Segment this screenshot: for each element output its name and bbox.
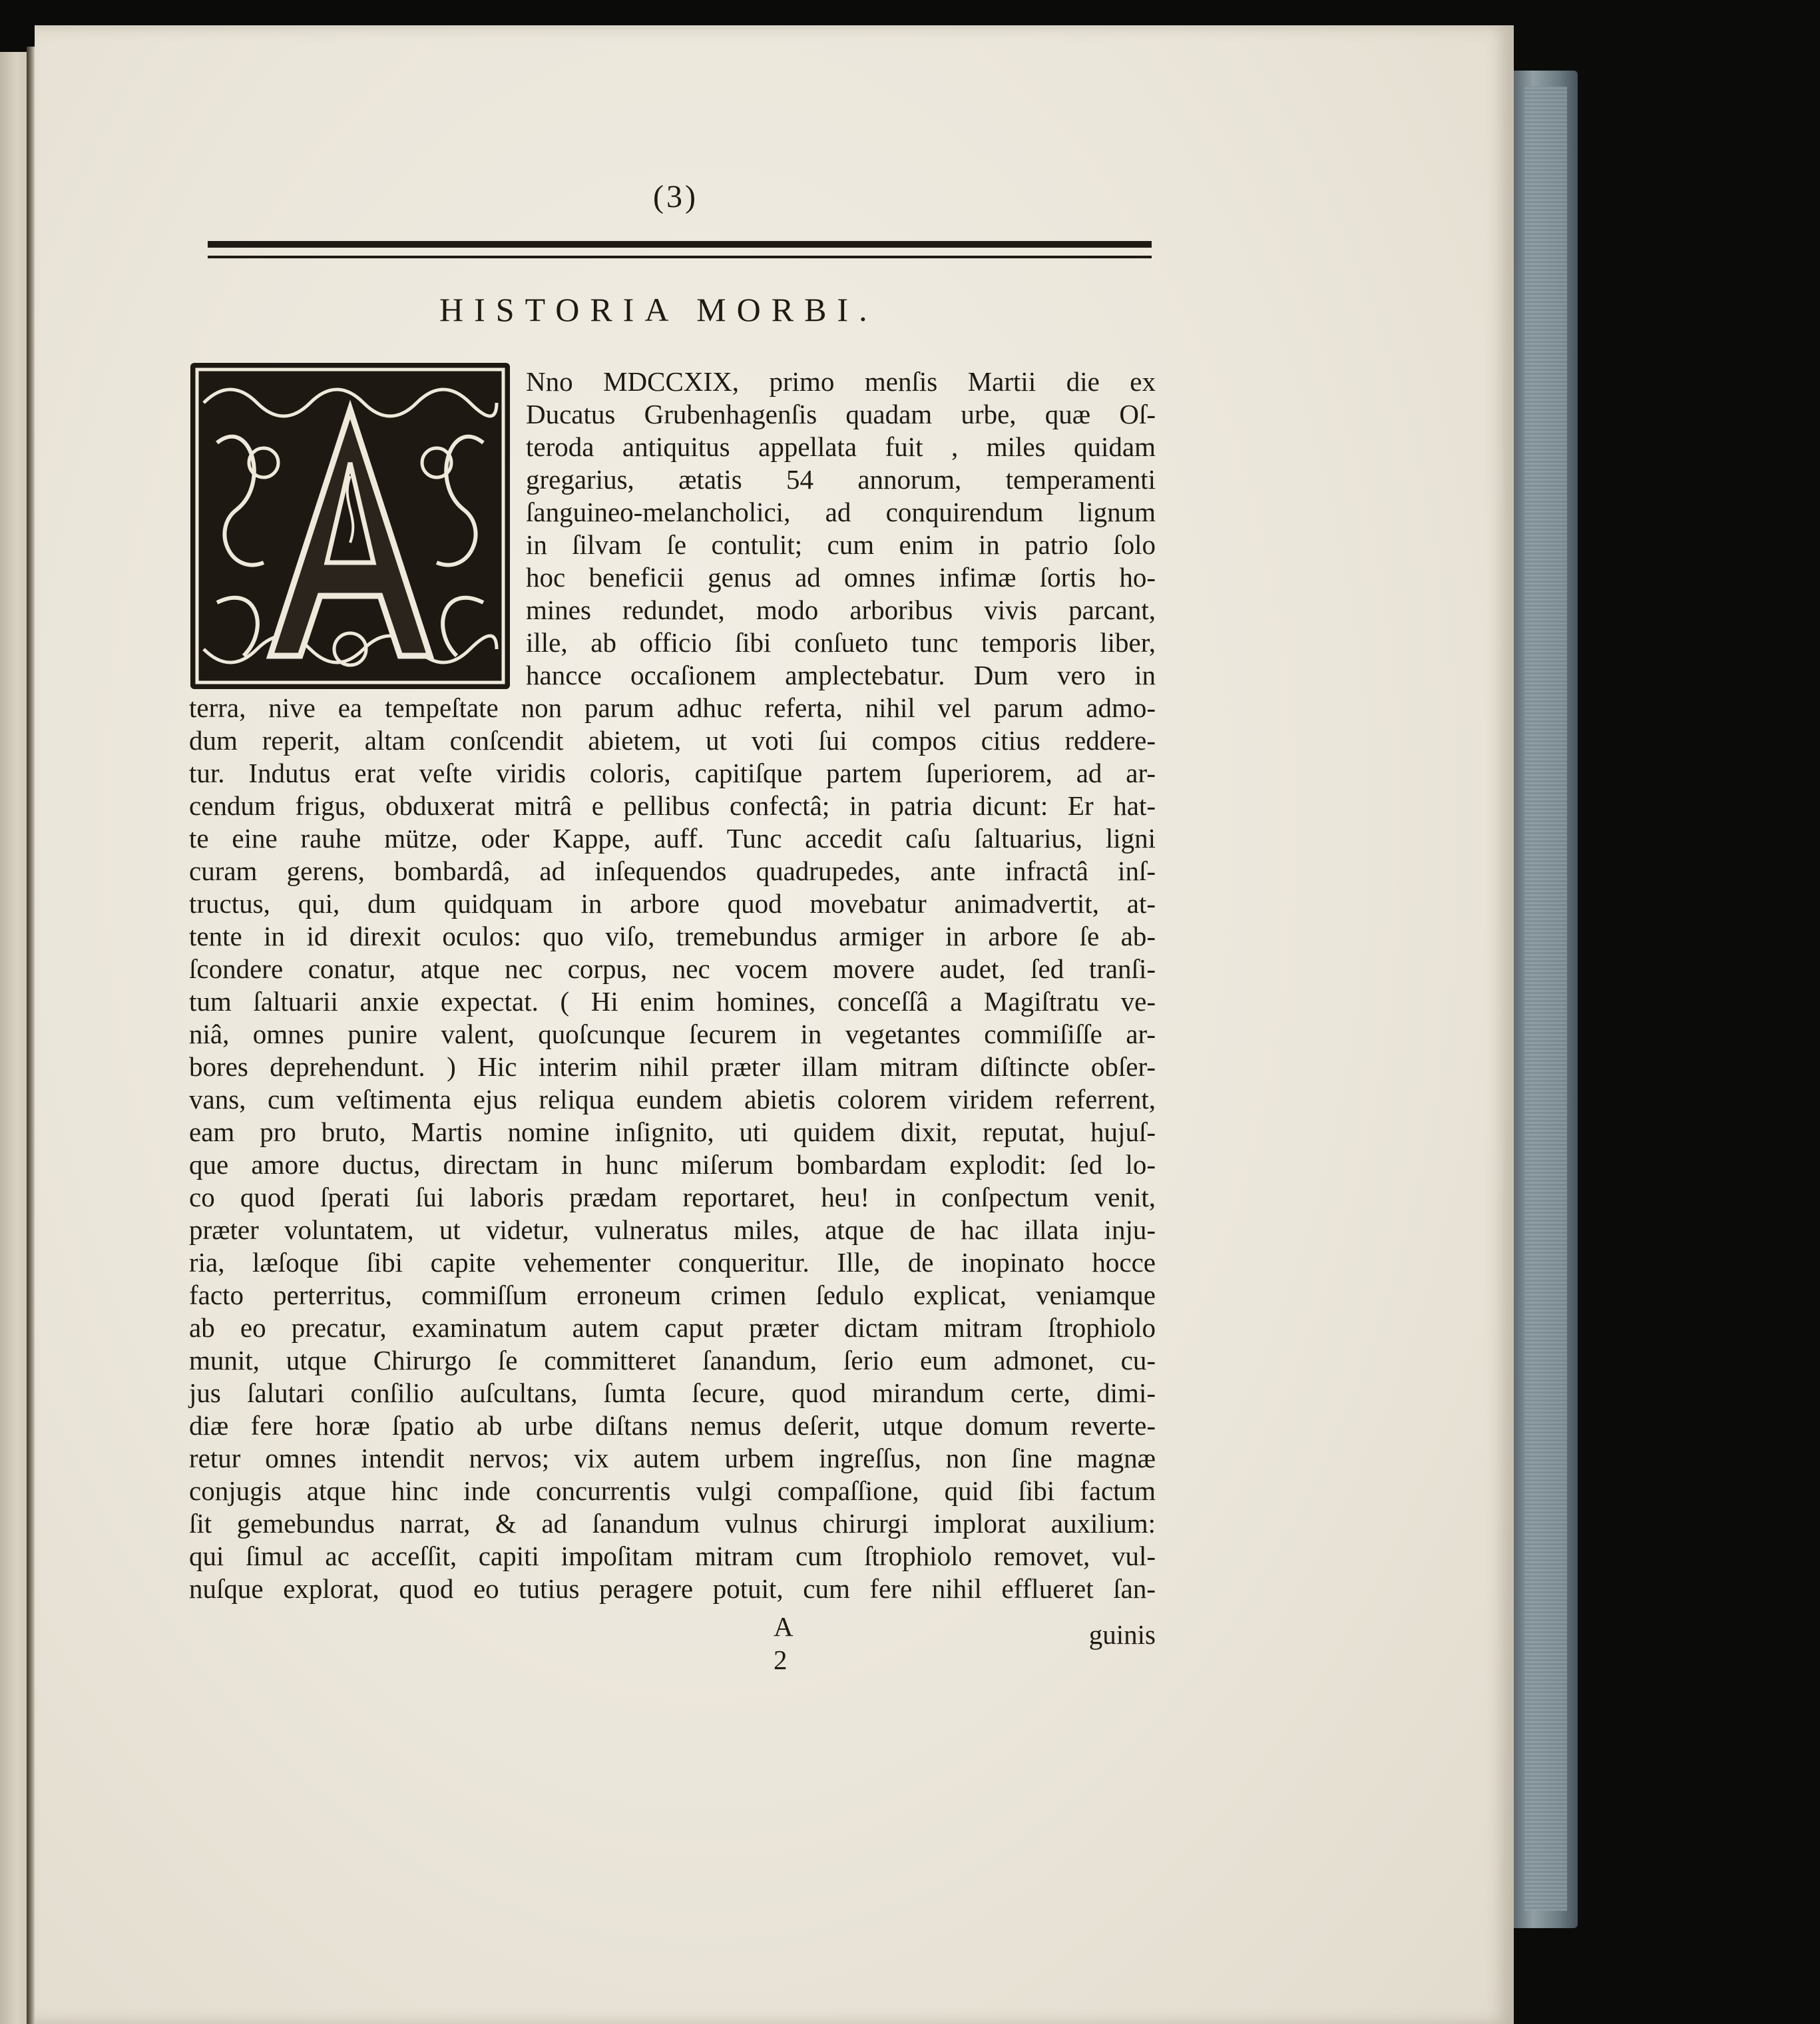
text-line: præter voluntatem, ut videtur, vulneratus miles, atque de hac illata inju-	[189, 1214, 1156, 1245]
text-line: tructus, qui, dum quidquam in arbore quod movebatur animadvertit, at-	[189, 888, 1156, 919]
text-line: niâ, omnes punire valent, quoſcunque ſecurem in vegetantes commiſiſſe ar-	[189, 1019, 1156, 1049]
text-line: qui ſimul ac acceſſit, capiti impoſitam mitram cum ſtrophiolo removet, vul-	[189, 1541, 1156, 1571]
text-line: nuſque explorat, quod eo tutius peragere potuit, cum fere nihil efflueret ſan-	[189, 1573, 1156, 1604]
text-line: cendum frigus, obduxerat mitrâ e pellibus confectâ; in patria dicunt: Er hat-	[189, 790, 1156, 821]
text-line: conjugis atque hinc inde concurrentis vulgi compaſſione, quid ſibi factum	[189, 1475, 1156, 1506]
text-line: terra, nive ea tempeſtate non parum adhuc referta, nihil vel parum admo-	[189, 692, 1156, 723]
text-line: retur omnes intendit nervos; vix autem urbem ingreſſus, non ſine magnæ	[189, 1443, 1156, 1473]
text-line: tente in id direxit oculos: quo viſo, tremebundus armiger in arbore ſe ab-	[189, 921, 1156, 951]
text-line: co quod ſperati ſui laboris prædam reportaret, heu! in conſpectum venit,	[189, 1182, 1156, 1212]
text-line: dum reperit, altam conſcendit abietem, ut voti ſui compos citius reddere-	[189, 725, 1156, 756]
text-line: diæ fere horæ ſpatio ab urbe diſtans nemus deſerit, utque domum reverte-	[189, 1410, 1156, 1441]
text-line: eam pro bruto, Martis nomine inſignito, uti quidem dixit, reputat, hujuſ-	[189, 1117, 1156, 1147]
text-line: vans, cum veſtimenta ejus reliqua eundem abietis colorem viridem referrent,	[189, 1084, 1156, 1115]
header-rule-thick	[208, 241, 1152, 248]
text-line: curam gerens, bombardâ, ad inſequendos quadrupedes, ante infractâ inſ-	[189, 856, 1156, 886]
text-line: in ſilvam ſe contulit; cum enim in patrio ſolo	[526, 529, 1156, 560]
text-line: teroda antiquitus appellata fuit , miles quidam	[526, 431, 1156, 462]
text-line: hoc beneficii genus ad omnes infimæ ſortis ho-	[526, 562, 1156, 593]
text-line: ſanguineo-melancholici, ad conquirendum lignum	[526, 497, 1156, 527]
previous-page-edge	[0, 52, 27, 2024]
text-line: munit, utque Chirurgo ſe committeret ſanandum, ſerio eum admonet, cu-	[189, 1345, 1156, 1376]
text-line: bores deprehendunt. ) Hic interim nihil præter illam mitram diſtincte obſer-	[189, 1051, 1156, 1082]
header-rule-thin	[208, 256, 1152, 258]
text-line: ille, ab officio ſibi conſueto tunc temporis liber,	[526, 627, 1156, 658]
signature-mark: A 2	[774, 1611, 815, 1675]
page-title: HISTORIA MORBI.	[439, 291, 878, 328]
text-line: jus ſalutari conſilio auſcultans, ſumta ſecure, quod mirandum certe, dimi-	[189, 1378, 1156, 1408]
text-line: facto perterritus, commiſſum erroneum crimen ſedulo explicat, veniamque	[189, 1280, 1156, 1310]
text-line: ſcondere conatur, atque nec corpus, nec vocem movere audet, ſed tranſi-	[189, 953, 1156, 984]
text-line: gregarius, ætatis 54 annorum, temperamenti	[526, 464, 1156, 495]
text-line: ab eo precatur, examinatum autem caput præter dictam mitram ſtrophiolo	[189, 1312, 1156, 1343]
text-line: tum ſaltuarii anxie expectat. ( Hi enim homines, conceſſâ a Magiſtratu ve-	[189, 986, 1156, 1017]
text-line: mines redundet, modo arboribus vivis parcant,	[526, 595, 1156, 625]
text-line: Nno MDCCXIX, primo menſis Martii die ex	[526, 366, 1156, 397]
text-line: ſit gemebundus narrat, & ad ſanandum vulnus chirurgi implorat auxilium:	[189, 1508, 1156, 1539]
cover-texture	[1524, 87, 1567, 1911]
ornamental-initial	[190, 363, 510, 689]
text-line: te eine rauhe mütze, oder Kappe, auff. Tunc accedit caſu ſaltuarius, ligni	[189, 823, 1156, 854]
catchword: guinis	[1088, 1619, 1156, 1650]
text-line: hancce occaſionem amplectebatur. Dum vero in	[526, 660, 1156, 690]
text-line: ria, læſoque ſibi capite vehementer conqueritur. Ille, de inopinato hocce	[189, 1247, 1156, 1278]
text-line: que amore ductus, directam in hunc miſerum bombardam explodit: ſed lo-	[189, 1149, 1156, 1180]
text-line: Ducatus Grubenhagenſis quadam urbe, quæ Oſ-	[526, 399, 1156, 429]
page-number: (3)	[653, 179, 698, 214]
text-line: tur. Indutus erat veſte viridis coloris, capitiſque partem ſuperiorem, ad ar-	[189, 758, 1156, 788]
